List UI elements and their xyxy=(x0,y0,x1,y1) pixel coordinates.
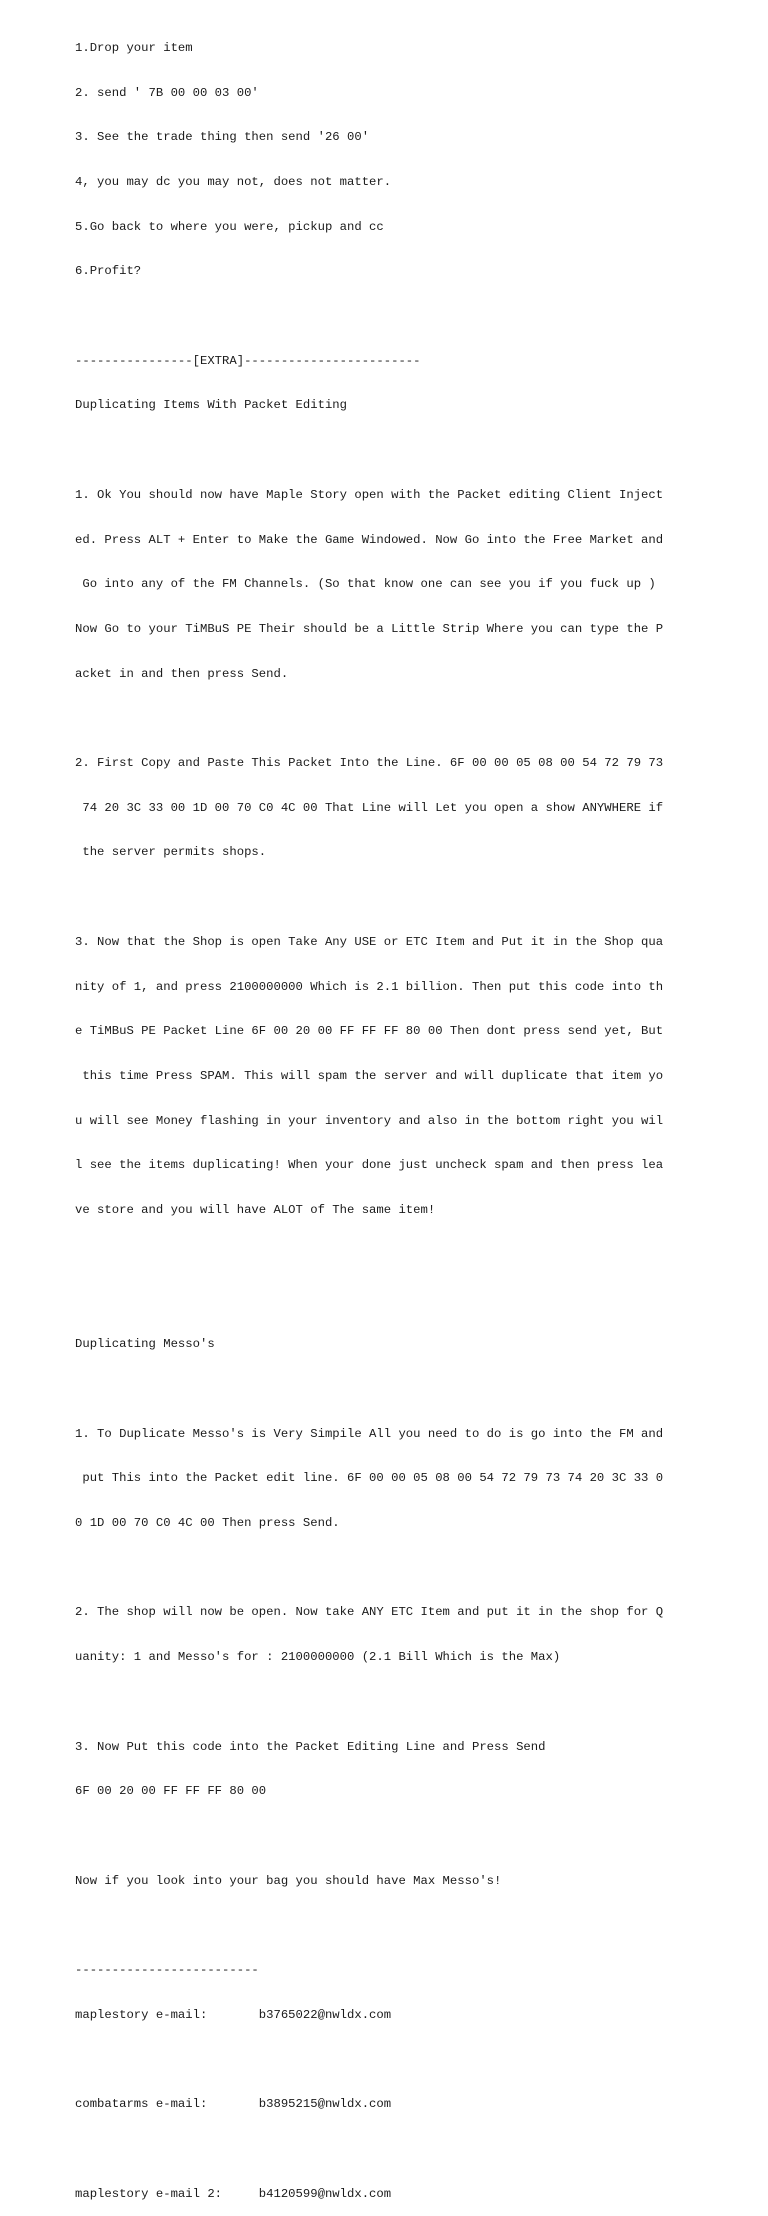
packet-code-line: 6F 00 20 00 FF FF FF 80 00 xyxy=(75,1784,267,1799)
text-line: this time Press SPAM. This will spam the server and will duplicate that item yo xyxy=(75,1068,664,1083)
text-line: 2. The shop will now be open. Now take ANY ETC Item and put it in the shop for Q xyxy=(75,1605,664,1620)
text-line: acket in and then press Send. xyxy=(75,666,289,681)
text-line: 4, you may dc you may not, does not matter. xyxy=(75,174,392,189)
text-line: ve store and you will have ALOT of The same item! xyxy=(75,1203,436,1218)
text-line: 2. First Copy and Paste This Packet Into the Line. 6F 00 00 05 08 00 54 72 79 73 xyxy=(75,756,664,771)
text-line: 74 20 3C 33 00 1D 00 70 C0 4C 00 That Line will Let you open a show ANYWHERE if xyxy=(75,800,664,815)
text-line: 3. Now Put this code into the Packet Editing Line and Press Send xyxy=(75,1739,546,1754)
blank-line xyxy=(75,1918,675,1933)
document-text xyxy=(75,11,675,2216)
text-line: 1.Drop your item xyxy=(75,40,193,55)
text-line: l see the items duplicating! When your done just uncheck spam and then press lea xyxy=(75,1158,664,1173)
extra-separator: ----------------[EXTRA]------------------------ xyxy=(75,353,421,368)
text-line: 3. See the trade thing then send '26 00' xyxy=(75,130,370,145)
blank-line xyxy=(75,309,675,324)
blank-line xyxy=(75,1248,675,1263)
footer-separator: ------------------------- xyxy=(75,1963,259,1978)
text-line: put This into the Packet edit line. 6F 00 00 05 08 00 54 72 79 73 74 20 3C 33 0 xyxy=(75,1471,664,1486)
text-line: 2. send ' 7B 00 00 03 00' xyxy=(75,85,259,100)
section-heading-items: Duplicating Items With Packet Editing xyxy=(75,398,347,413)
text-line: 1. Ok You should now have Maple Story open with the Packet editing Client Inject xyxy=(75,487,664,502)
blank-line xyxy=(75,711,675,726)
blank-line xyxy=(75,1695,675,1710)
email-line-maplestory-2: maplestory e-mail 2: b4120599@nwldx.com xyxy=(75,2186,392,2201)
text-line: u will see Money flashing in your inventory and also in the bottom right you wil xyxy=(75,1113,664,1128)
text-line: e TiMBuS PE Packet Line 6F 00 20 00 FF FF FF 80 00 Then dont press send yet, But xyxy=(75,1024,664,1039)
email-line-maplestory: maplestory e-mail: b3765022@nwldx.com xyxy=(75,2007,392,2022)
text-line: Go into any of the FM Channels. (So that know one can see you if you fuck up ) xyxy=(75,577,656,592)
text-line: the server permits shops. xyxy=(75,845,267,860)
text-line: Now Go to your TiMBuS PE Their should be a Little Strip Where you can type the P xyxy=(75,621,664,636)
text-line: 0 1D 00 70 C0 4C 00 Then press Send. xyxy=(75,1516,340,1531)
section-heading-messos: Duplicating Messo's xyxy=(75,1337,215,1352)
blank-line xyxy=(75,2052,675,2067)
text-line: uanity: 1 and Messo's for : 2100000000 (2.1 Bill Which is the Max) xyxy=(75,1650,561,1665)
blank-line xyxy=(75,2142,675,2157)
blank-line xyxy=(75,443,675,458)
text-line: 3. Now that the Shop is open Take Any USE or ETC Item and Put it in the Shop qua xyxy=(75,934,664,949)
blank-line xyxy=(75,890,675,905)
blank-line xyxy=(75,1382,675,1397)
text-line: ed. Press ALT + Enter to Make the Game Windowed. Now Go into the Free Market and xyxy=(75,532,664,547)
text-line: 5.Go back to where you were, pickup and cc xyxy=(75,219,384,234)
blank-line xyxy=(75,1829,675,1844)
blank-line xyxy=(75,1561,675,1576)
text-line: nity of 1, and press 2100000000 Which is 2.1 billion. Then put this code into th xyxy=(75,979,664,994)
text-line: 6.Profit? xyxy=(75,264,142,279)
blank-line xyxy=(75,1293,675,1308)
text-line: 1. To Duplicate Messo's is Very Simpile All you need to do is go into the FM and xyxy=(75,1426,664,1441)
email-line-combatarms: combatarms e-mail: b3895215@nwldx.com xyxy=(75,2097,392,2112)
text-line: Now if you look into your bag you should have Max Messo's! xyxy=(75,1873,502,1888)
